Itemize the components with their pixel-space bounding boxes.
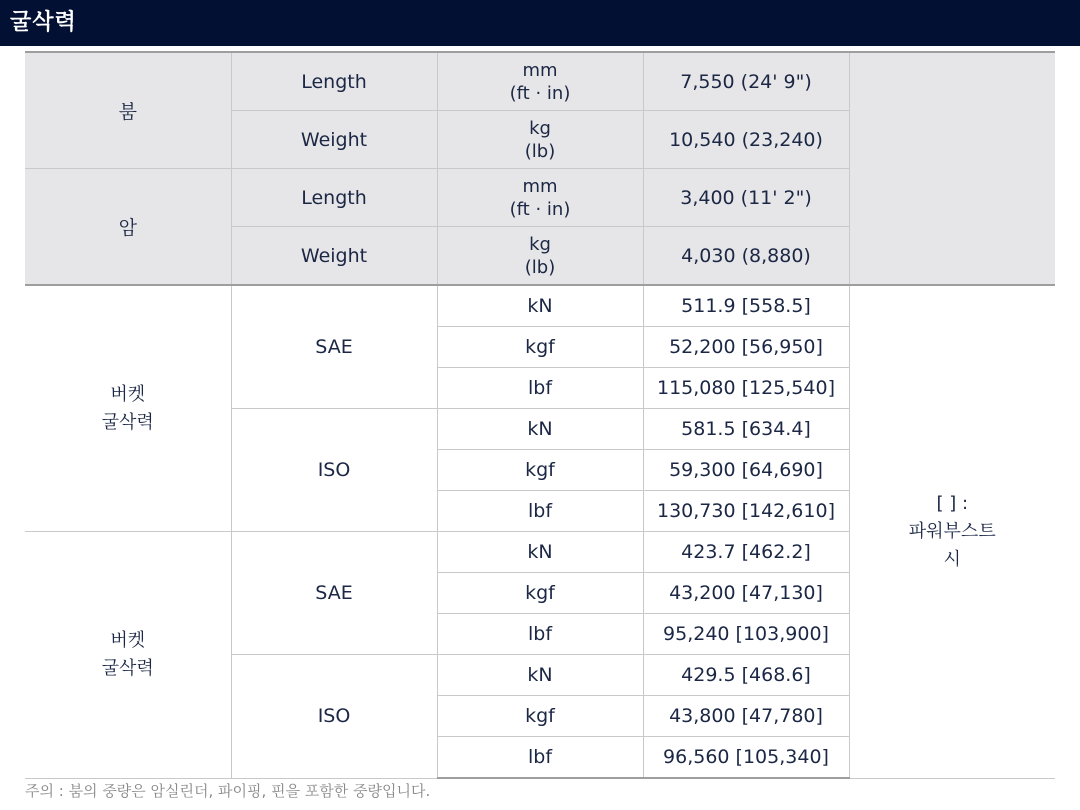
unit-cell: kgf xyxy=(437,327,643,368)
bucket-force-label: 버켓 굴삭력 xyxy=(25,285,231,532)
value-cell: 581.5 [634.4] xyxy=(643,409,849,450)
unit-cell: lbf xyxy=(437,614,643,655)
spec-table xyxy=(25,51,1055,779)
unit-cell: kN xyxy=(437,285,643,327)
value-cell: 43,800 [47,780] xyxy=(643,696,849,737)
standard-label: SAE xyxy=(231,285,437,409)
bucket-force-label: 버켓 굴삭력 xyxy=(25,532,231,779)
section-title: 굴삭력 xyxy=(10,10,77,35)
arm-length-value: 3,400 (11' 2") xyxy=(643,169,849,227)
standard-label: SAE xyxy=(231,532,437,655)
boom-length-unit: mm (ft · in) xyxy=(437,52,643,111)
table-row xyxy=(25,285,1055,327)
dim-remark-cell xyxy=(849,52,1055,285)
unit-cell: lbf xyxy=(437,737,643,779)
unit-cell: kN xyxy=(437,409,643,450)
value-cell: 59,300 [64,690] xyxy=(643,450,849,491)
value-cell: 52,200 [56,950] xyxy=(643,327,849,368)
section-header xyxy=(0,0,1080,46)
arm-length-label: Length xyxy=(231,169,437,227)
power-boost-remark: [ ] : 파워부스트 시 xyxy=(849,285,1055,778)
boom-label: 붐 xyxy=(25,52,231,169)
value-cell: 115,080 [125,540] xyxy=(643,368,849,409)
value-cell: 511.9 [558.5] xyxy=(643,285,849,327)
unit-cell: kgf xyxy=(437,450,643,491)
unit-cell: kgf xyxy=(437,573,643,614)
boom-weight-label: Weight xyxy=(231,111,437,169)
boom-weight-value: 10,540 (23,240) xyxy=(643,111,849,169)
arm-length-unit: mm (ft · in) xyxy=(437,169,643,227)
footnote: 주의 : 붐의 중량은 암실린더, 파이핑, 핀을 포함한 중량입니다. xyxy=(25,782,431,800)
value-cell: 429.5 [468.6] xyxy=(643,655,849,696)
unit-cell: lbf xyxy=(437,368,643,409)
boom-length-value: 7,550 (24' 9") xyxy=(643,52,849,111)
value-cell: 43,200 [47,130] xyxy=(643,573,849,614)
boom-weight-unit: kg (lb) xyxy=(437,111,643,169)
unit-cell: kN xyxy=(437,655,643,696)
arm-weight-value: 4,030 (8,880) xyxy=(643,227,849,286)
standard-label: ISO xyxy=(231,409,437,532)
unit-cell: kN xyxy=(437,532,643,573)
arm-weight-unit: kg (lb) xyxy=(437,227,643,286)
boom-length-label: Length xyxy=(231,52,437,111)
value-cell: 423.7 [462.2] xyxy=(643,532,849,573)
unit-cell: kgf xyxy=(437,696,643,737)
standard-label: ISO xyxy=(231,655,437,779)
arm-label: 암 xyxy=(25,169,231,286)
value-cell: 95,240 [103,900] xyxy=(643,614,849,655)
arm-weight-label: Weight xyxy=(231,227,437,286)
table-row xyxy=(25,52,1055,111)
unit-cell: lbf xyxy=(437,491,643,532)
value-cell: 96,560 [105,340] xyxy=(643,737,849,779)
value-cell: 130,730 [142,610] xyxy=(643,491,849,532)
